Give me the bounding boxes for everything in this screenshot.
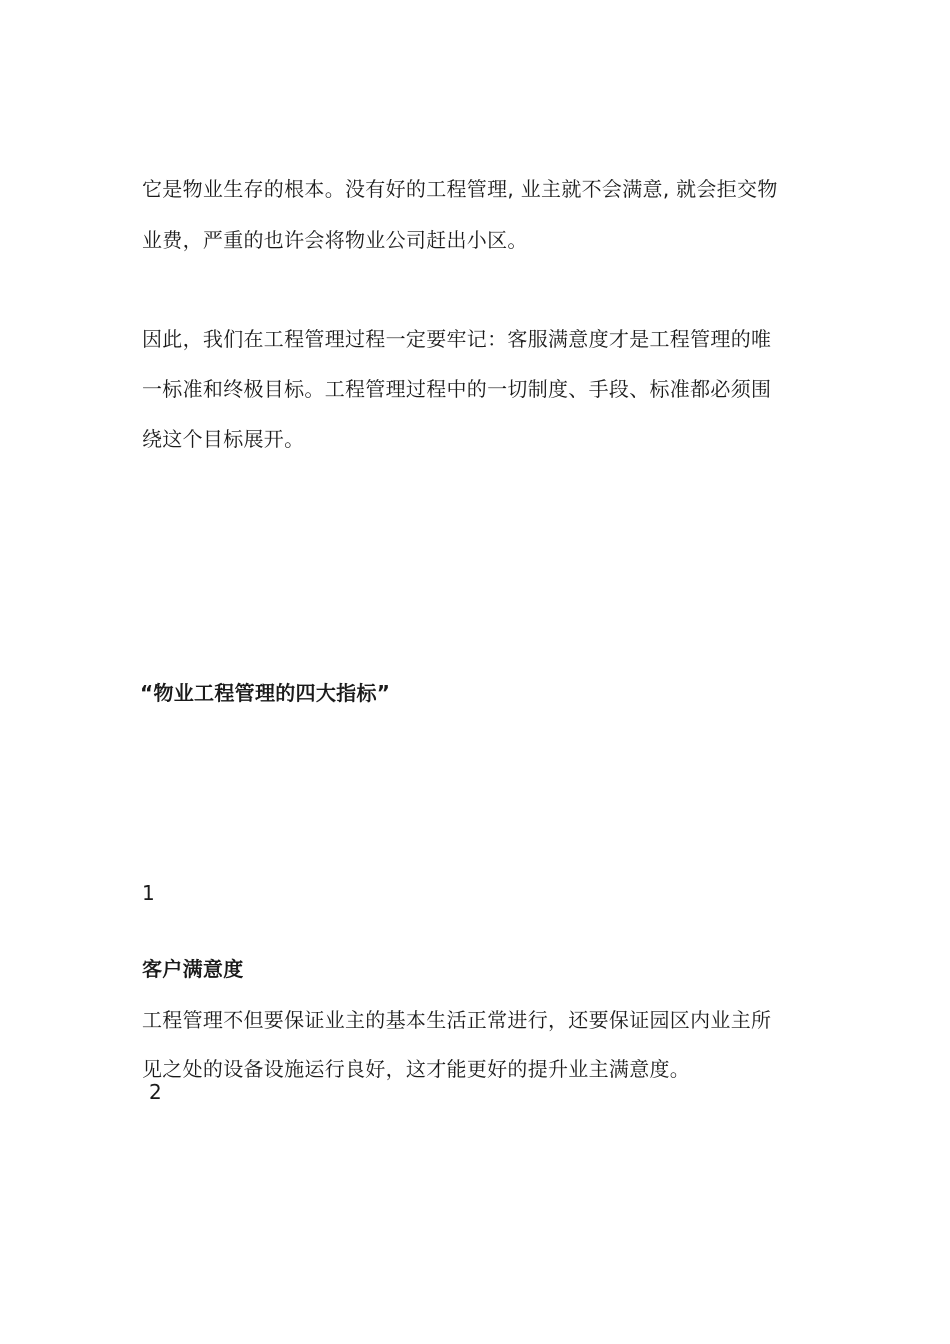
item-1-line-2: 见之处的设备设施运行良好，这才能更好的提升业主满意度。	[142, 1057, 691, 1081]
paragraph-1-line-2: 业费，严重的也许会将物业公司赶出小区。	[142, 228, 528, 252]
item-1-line-1: 工程管理不但要保证业主的基本生活正常进行，还要保证园区内业主所	[142, 1008, 772, 1032]
paragraph-2-line-1: 因此，我们在工程管理过程一定要牢记：客服满意度才是工程管理的唯	[142, 327, 772, 351]
item-2-number: 2	[149, 1080, 162, 1104]
section-title: “物业工程管理的四大指标”	[140, 681, 391, 705]
item-1-number: 1	[142, 881, 155, 905]
paragraph-2-line-2: 一标准和终极目标。工程管理过程中的一切制度、手段、标准都必须围	[142, 377, 772, 401]
paragraph-1-line-1: 它是物业生存的根本。没有好的工程管理, 业主就不会满意, 就会拒交物	[142, 177, 778, 201]
paragraph-2-line-3: 绕这个目标展开。	[142, 427, 305, 451]
item-1-heading: 客户满意度	[142, 957, 244, 981]
